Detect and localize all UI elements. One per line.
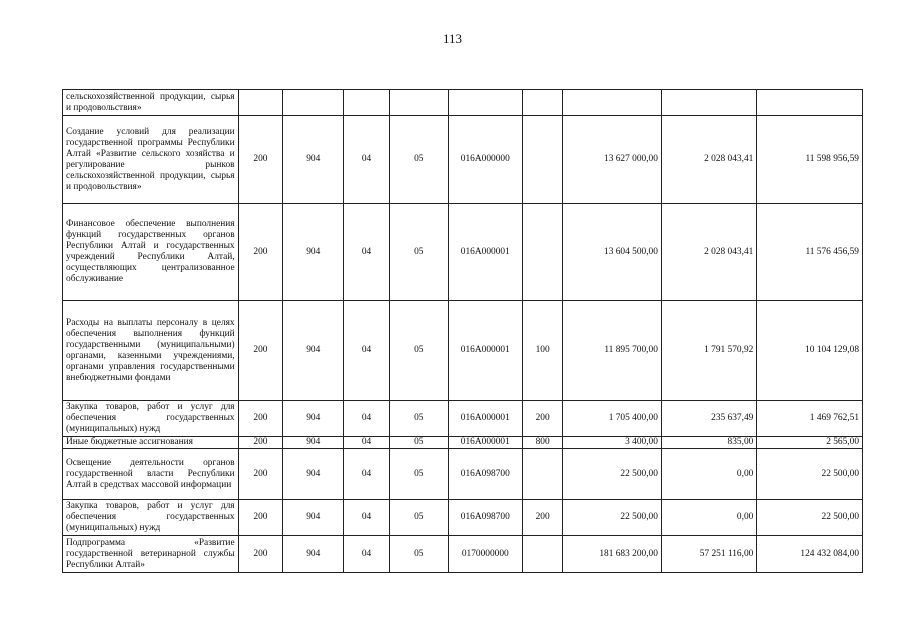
subsection-cell: 05 [389,500,448,536]
remaining-amount-cell: 2 565,00 [757,437,863,449]
row-name-cell: Расходы на выплаты персоналу в целях обеспечения выполнения функций государственными (муниципальными) органами, казенными учреждениями, органами управления государственными внебюджетными фондами [63,301,239,401]
subsection-cell [389,90,448,116]
row-name-cell: Закупка товаров, работ и услуг для обеспечения государственных (муниципальных) нужд [63,500,239,536]
remaining-amount-cell: 11 576 456,59 [757,204,863,301]
row-name-cell: Создание условий для реализации государственной программы Республики Алтай «Развитие сельского хозяйства и регулирование рынков сельскохозяйственной продукции, сырья и продовольствия» [63,116,239,204]
row-name-cell: сельскохозяйственной продукции, сырья и продовольствия» [63,90,239,116]
plan-amount-cell: 22 500,00 [563,449,661,500]
target-article-cell: 016А000001 [448,401,522,437]
row-name-cell: Финансовое обеспечение выполнения функций государственных органов Республики Алтай и государственных учреждений Республики Алтай, осуществляющих централизованное обслуживание [63,204,239,301]
ministry-code-cell [283,90,344,116]
ministry-code-cell: 904 [283,301,344,401]
expense-type-cell: 100 [522,301,563,401]
remaining-amount-cell: 22 500,00 [757,500,863,536]
expense-type-cell [522,90,563,116]
expense-type-cell: 200 [522,401,563,437]
section-cell: 04 [344,536,390,573]
executed-amount-cell [661,90,756,116]
executed-amount-cell: 2 028 043,41 [661,116,756,204]
ministry-code-cell: 904 [283,536,344,573]
remaining-amount-cell: 11 598 956,59 [757,116,863,204]
section-cell: 04 [344,437,390,449]
ministry-code-cell: 904 [283,401,344,437]
table-row [63,401,863,437]
expense-type-cell [522,116,563,204]
ministry-code-cell: 904 [283,204,344,301]
plan-amount-cell: 13 604 500,00 [563,204,661,301]
section-cell: 04 [344,401,390,437]
section-cell: 04 [344,449,390,500]
ministry-code-cell: 904 [283,449,344,500]
plan-amount-cell: 1 705 400,00 [563,401,661,437]
section-cell: 04 [344,301,390,401]
ministry-code-cell: 904 [283,500,344,536]
expense-type-cell [522,449,563,500]
ministry-code-cell: 904 [283,116,344,204]
grbs-cell: 200 [238,536,283,573]
table-row [63,90,863,116]
expense-type-cell [522,204,563,301]
grbs-cell: 200 [238,437,283,449]
subsection-cell: 05 [389,204,448,301]
executed-amount-cell: 2 028 043,41 [661,204,756,301]
remaining-amount-cell: 124 432 084,00 [757,536,863,573]
executed-amount-cell: 1 791 570,92 [661,301,756,401]
expense-type-cell [522,536,563,573]
table-row [63,536,863,573]
target-article-cell: 016А000001 [448,301,522,401]
page-number: 113 [442,31,463,46]
grbs-cell: 200 [238,401,283,437]
subsection-cell: 05 [389,437,448,449]
remaining-amount-cell: 22 500,00 [757,449,863,500]
table-row [63,437,863,449]
executed-amount-cell: 235 637,49 [661,401,756,437]
section-cell [344,90,390,116]
target-article-cell: 016А000001 [448,204,522,301]
grbs-cell: 200 [238,449,283,500]
section-cell: 04 [344,500,390,536]
target-article-cell: 016А098700 [448,500,522,536]
executed-amount-cell: 0,00 [661,449,756,500]
subsection-cell: 05 [389,401,448,437]
row-name-cell: Иные бюджетные ассигнования [63,437,239,449]
row-name-cell: Освещение деятельности органов государственной власти Республики Алтай в средствах массовой информации [63,449,239,500]
row-name-cell: Закупка товаров, работ и услуг для обеспечения государственных (муниципальных) нужд [63,401,239,437]
executed-amount-cell: 57 251 116,00 [661,536,756,573]
subsection-cell: 05 [389,116,448,204]
target-article-cell [448,90,522,116]
table-row [63,500,863,536]
budget-table [62,89,863,573]
plan-amount-cell [563,90,661,116]
executed-amount-cell: 0,00 [661,500,756,536]
table-row [63,116,863,204]
row-name-cell: Подпрограмма «Развитие государственной ветеринарной службы Республики Алтай» [63,536,239,573]
plan-amount-cell: 3 400,00 [563,437,661,449]
table-row [63,449,863,500]
remaining-amount-cell: 1 469 762,51 [757,401,863,437]
plan-amount-cell: 11 895 700,00 [563,301,661,401]
budget-table-body [63,90,863,573]
target-article-cell: 016А000000 [448,116,522,204]
subsection-cell: 05 [389,449,448,500]
table-row [63,301,863,401]
executed-amount-cell: 835,00 [661,437,756,449]
target-article-cell: 016А098700 [448,449,522,500]
expense-type-cell: 200 [522,500,563,536]
plan-amount-cell: 181 683 200,00 [563,536,661,573]
grbs-cell: 200 [238,204,283,301]
section-cell: 04 [344,116,390,204]
subsection-cell: 05 [389,536,448,573]
ministry-code-cell: 904 [283,437,344,449]
grbs-cell: 200 [238,116,283,204]
grbs-cell: 200 [238,500,283,536]
plan-amount-cell: 22 500,00 [563,500,661,536]
target-article-cell: 0170000000 [448,536,522,573]
target-article-cell: 016А000001 [448,437,522,449]
table-row [63,204,863,301]
grbs-cell: 200 [238,301,283,401]
expense-type-cell: 800 [522,437,563,449]
subsection-cell: 05 [389,301,448,401]
section-cell: 04 [344,204,390,301]
remaining-amount-cell [757,90,863,116]
remaining-amount-cell: 10 104 129,08 [757,301,863,401]
plan-amount-cell: 13 627 000,00 [563,116,661,204]
grbs-cell [238,90,283,116]
